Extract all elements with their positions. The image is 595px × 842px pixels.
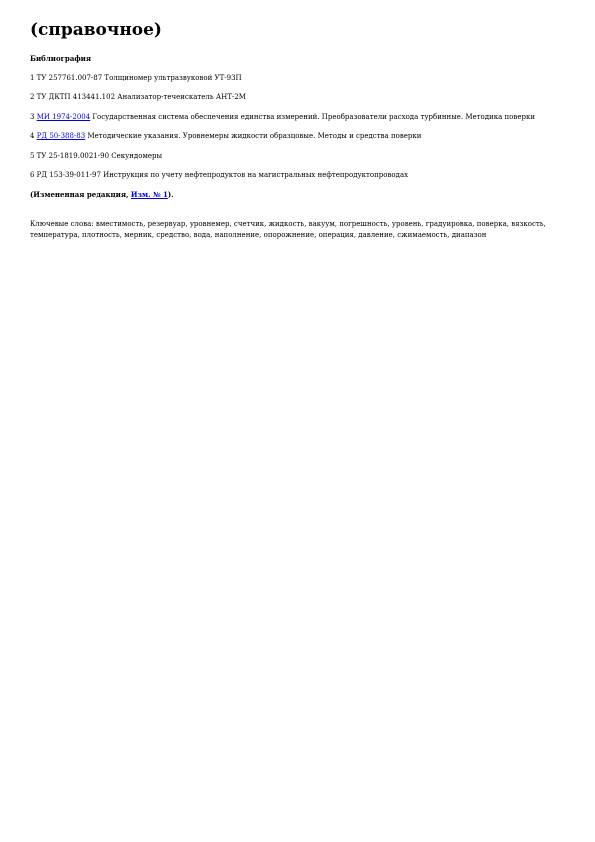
entry-text: Государственная система обеспечения единства измерений. Преобразователи расхода турбинные. Методика поверки xyxy=(90,113,535,121)
bibliography-entry-5 xyxy=(30,151,162,161)
document-link-mi-1974[interactable]: МИ 1974-2004 xyxy=(36,113,91,121)
entry-text: 1 ТУ 257761.007-87 Толщиномер ультразвуковой УТ-93П xyxy=(30,74,242,82)
bibliography-entry-3 xyxy=(30,112,535,122)
bibliography-entry-2 xyxy=(30,92,246,102)
note-prefix: (Измененная редакция, xyxy=(30,190,131,199)
bibliography-entry-1 xyxy=(30,73,242,83)
note-suffix: ). xyxy=(167,190,174,199)
bibliography-entry-6 xyxy=(30,170,408,180)
amendment-note xyxy=(30,190,174,200)
appendix-heading: (справочное) xyxy=(30,20,162,40)
entry-text: 5 ТУ 25-1819.0021-90 Секундомеры xyxy=(30,152,163,160)
entry-text: 6 РД 153-39-011-97 Инструкция по учету нефтепродуктов на магистральных нефтепродуктопроводах xyxy=(30,171,409,179)
entry-text: 2 ТУ ДКТП 413441.102 Анализатор-течеискатель АНТ-2М xyxy=(30,93,246,101)
entry-number: 3 xyxy=(30,113,37,121)
entry-number: 4 xyxy=(30,132,37,140)
bibliography-title: Библиография xyxy=(30,54,92,63)
entry-text: Методические указания. Уровнемеры жидкости образцовые. Методы и средства поверки xyxy=(85,132,422,140)
amendment-link[interactable]: Изм. № 1 xyxy=(130,190,168,199)
bibliography-entry-4 xyxy=(30,131,421,141)
keywords-paragraph: Ключевые слова: вместимость, резервуар, уровнемер, счетчик, жидкость, вакуум, погрешность, уровень, градуировка, поверка, вязкость, температура, плотность, мерник, средство, вода, наполнение, опорожнение, операция, давление, сжимаемость, диапазон xyxy=(30,220,546,239)
document-link-rd-50-388[interactable]: РД 50-388-83 xyxy=(36,132,86,140)
